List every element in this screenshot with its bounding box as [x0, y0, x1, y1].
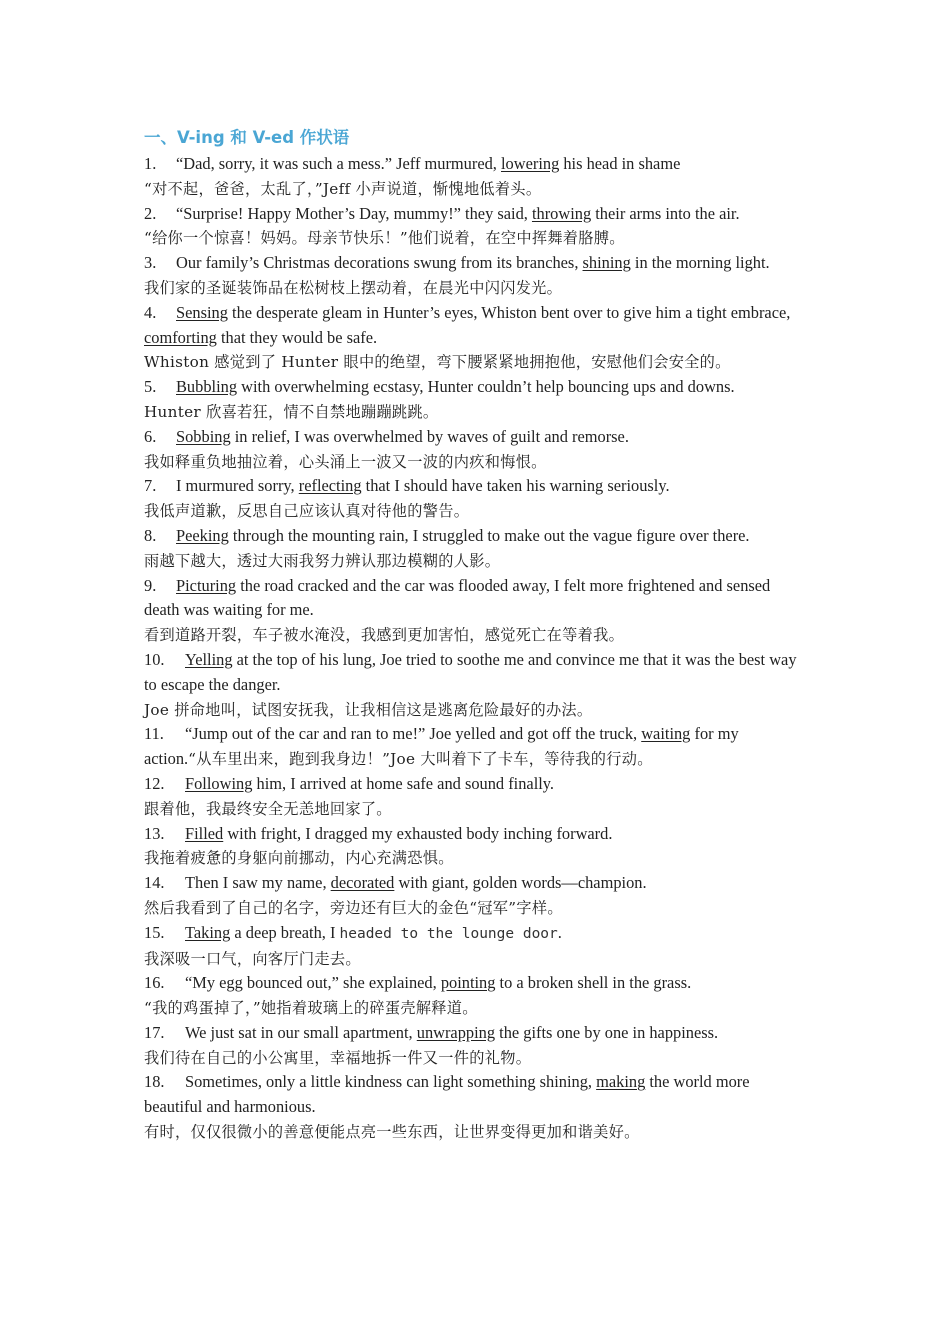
sentence-english [144, 822, 809, 847]
sentence-text-mono: headed to the lounge door [339, 925, 558, 942]
underlined-participle: Sensing [176, 302, 228, 322]
document-page [144, 124, 809, 1145]
sentence-number: 18. [144, 1072, 165, 1092]
underlined-participle: Filled [185, 823, 224, 843]
sentence-text: with overwhelming ecstasy, Hunter couldn’t help bouncing ups and downs. [237, 377, 735, 397]
underlined-participle: pointing [440, 973, 496, 993]
sentence-text: in relief, I was overwhelmed by waves of guilt and remorse. [230, 426, 629, 446]
underlined-participle: Picturing [176, 575, 237, 595]
sentence-chinese: 雨越下越大，透过大雨我努力辨认那边模糊的人影。 [144, 551, 501, 570]
sentence-text: with fright, I dragged my exhausted body inching forward. [223, 823, 613, 843]
sentence-text: Sometimes, only a little kindness can light something shining, [185, 1072, 597, 1092]
sentence-chinese: 我们待在自己的小公寓里，幸福地拆一件又一件的礼物。 [144, 1048, 532, 1067]
sentence-chinese: “给你一个惊喜！妈妈。母亲节快乐！”他们说着，在空中挥舞着胳膊。 [144, 229, 625, 248]
sentence-text: the desperate gleam in Hunter’s eyes, Whiston bent over to give him a tight embrace, [227, 302, 791, 322]
sentence-number: 10. [144, 649, 165, 669]
sentence-chinese: Whiston 感觉到了 Hunter 眼中的绝望，弯下腰紧紧地拥抱他，安慰他们会安全的。 [144, 353, 731, 372]
sentence-text: for my action. [144, 724, 739, 769]
underlined-participle: reflecting [298, 476, 362, 496]
sentence-number: 5. [144, 377, 157, 397]
sentence-number: 2. [144, 203, 157, 223]
underlined-participle: Taking [185, 922, 231, 942]
underlined-participle: Sobbing [176, 426, 231, 446]
sentence-chinese: Hunter 欣喜若狂，情不自禁地蹦蹦跳跳。 [144, 402, 439, 421]
sentence-text: I murmured sorry, [176, 476, 299, 496]
sentence-text: Our family’s Christmas decorations swung from its branches, [176, 253, 583, 273]
underlined-participle: Peeking [176, 525, 229, 545]
sentence-english [144, 871, 809, 896]
sentence-english [144, 152, 809, 177]
sentence-text: the world more beautiful and harmonious. [144, 1072, 750, 1117]
sentence-english [144, 375, 809, 400]
sentence-number: 9. [144, 575, 157, 595]
sentence-english [144, 474, 809, 499]
sentence-chinese: 我们家的圣诞装饰品在松树枝上摆动着，在晨光中闪闪发光。 [144, 278, 563, 297]
sentence-text: in the morning light. [630, 253, 770, 273]
section-heading: 一、V-ing 和 V-ed 作状语 [144, 128, 350, 147]
sentence-text: with giant, golden words—champion. [394, 873, 647, 893]
sentence-chinese: 我低声道歉，反思自己应该认真对待他的警告。 [144, 502, 470, 521]
sentence-english [144, 251, 809, 276]
sentence-english [144, 202, 809, 227]
sentence-number: 3. [144, 253, 157, 273]
underlined-participle: making [596, 1072, 646, 1092]
sentence-text: “Surprise! Happy Mother’s Day, mummy!” they said, [176, 203, 532, 223]
sentence-english [144, 1070, 809, 1120]
sentence-english [144, 648, 809, 698]
sentence-text: that they would be safe. [216, 327, 378, 347]
sentence-chinese: 然后我看到了自己的名字，旁边还有巨大的金色“冠军”字样。 [144, 898, 563, 917]
underlined-participle: Following [185, 773, 253, 793]
sentence-number: 11. [144, 724, 164, 744]
sentence-text: through the mounting rain, I struggled to make out the vague figure over there. [228, 525, 750, 545]
sentence-number: 17. [144, 1022, 165, 1042]
sentence-chinese: “我的鸡蛋掉了，”她指着玻璃上的碎蛋壳解释道。 [144, 999, 478, 1018]
sentence-english [144, 772, 809, 797]
sentence-chinese: 我深吸一口气，向客厅门走去。 [144, 949, 361, 968]
sentence-english [144, 921, 809, 947]
sentence-english [144, 574, 809, 624]
sentence-number: 6. [144, 426, 157, 446]
underlined-participle: lowering [501, 154, 560, 173]
sentence-english [144, 524, 809, 549]
underlined-participle: waiting [641, 724, 691, 744]
sentence-chinese: 看到道路开裂，车子被水淹没，我感到更加害怕，感觉死亡在等着我。 [144, 626, 625, 645]
sentence-text: We just sat in our small apartment, [185, 1022, 417, 1042]
sentence-text: their arms into the air. [591, 203, 740, 223]
sentence-text: the road cracked and the car was flooded away, I felt more frightened and sensed death was waiting for me. [144, 575, 771, 620]
sentence-chinese: Joe 拼命地叫，试图安抚我，让我相信这是逃离危险最好的办法。 [144, 700, 593, 719]
sentence-english [144, 971, 809, 996]
sentence-text: . [557, 922, 562, 942]
sentence-text: “My egg bounced out,” she explained, [185, 973, 441, 993]
sentence-text: Then I saw my name, [185, 873, 331, 893]
sentence-number: 15. [144, 922, 165, 942]
sentence-chinese: “从车里出来，跑到我身边！”Joe 大叫着下了卡车，等待我的行动。 [188, 750, 653, 769]
sentence-chinese: “对不起，爸爸，太乱了，”Jeff 小声说道，惭愧地低着头。 [144, 179, 542, 198]
sentence-text: that I should have taken his warning seriously. [361, 476, 670, 496]
sentence-english [144, 301, 809, 351]
sentence-chinese: 跟着他，我最终安全无恙地回家了。 [144, 799, 392, 818]
underlined-participle: Yelling [185, 649, 233, 669]
sentence-number: 8. [144, 525, 157, 545]
sentence-text: him, I arrived at home safe and sound finally. [252, 773, 555, 793]
sentence-text: “Jump out of the car and ran to me!” Joe yelled and got off the truck, [185, 724, 642, 744]
sentence-text: at the top of his lung, Joe tried to soothe me and convince me that it was the best way to escape the danger. [144, 649, 797, 694]
sentence-number: 4. [144, 302, 157, 322]
underlined-participle: throwing [531, 203, 592, 223]
sentence-text: his head in shame [559, 154, 681, 173]
sentence-chinese: 我如释重负地抽泣着，心头涌上一波又一波的内疚和悔恨。 [144, 452, 547, 471]
sentence-text: “Dad, sorry, it was such a mess.” Jeff murmured, [176, 154, 501, 173]
sentence-chinese: 我拖着疲惫的身躯向前挪动，内心充满恐惧。 [144, 849, 454, 868]
sentence-number: 16. [144, 973, 165, 993]
underlined-participle: comforting [144, 327, 217, 347]
sentence-text: the gifts one by one in happiness. [495, 1022, 719, 1042]
underlined-participle: Bubbling [176, 377, 238, 397]
sentence-english [144, 722, 809, 772]
sentence-number: 7. [144, 476, 157, 496]
sentence-number: 1. [144, 154, 157, 173]
sentence-text: to a broken shell in the grass. [495, 973, 692, 993]
sentence-number: 12. [144, 773, 165, 793]
underlined-participle: unwrapping [416, 1022, 496, 1042]
sentence-number: 14. [144, 873, 165, 893]
sentence-number: 13. [144, 823, 165, 843]
sentence-list [144, 152, 809, 1145]
underlined-participle: shining [582, 253, 631, 273]
sentence-english [144, 1021, 809, 1046]
sentence-english [144, 425, 809, 450]
sentence-chinese: 有时，仅仅很微小的善意便能点亮一些东西，让世界变得更加和谐美好。 [144, 1123, 640, 1142]
underlined-participle: decorated [330, 873, 395, 893]
sentence-text: a deep breath, I [230, 922, 340, 942]
